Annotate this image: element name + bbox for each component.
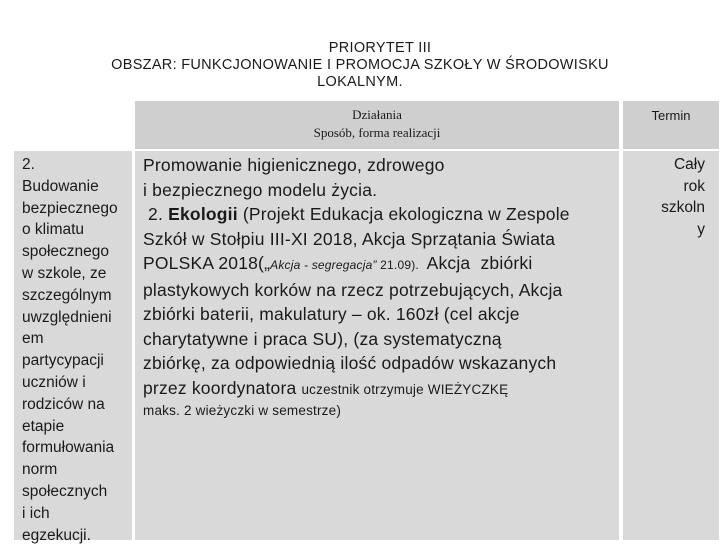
action-line: plastykowych korków na rzecz potrzebujących, Akcja [143, 279, 563, 300]
header-cell-empty [14, 101, 132, 149]
goal-line: etapie [22, 417, 65, 435]
goal-line: partycypacji [22, 352, 104, 370]
action-line: zbiórki baterii, makulatury – ok. 160zł (cel akcje [143, 304, 520, 324]
goal-line: formułowania [22, 439, 115, 457]
page-title-line-1: PRIORYTET III [328, 40, 432, 56]
goal-line: em [22, 330, 44, 348]
action-line: 2. Ekologii (Projekt Edukacja ekologiczna w Zespole [143, 204, 570, 224]
cell-goal [14, 151, 132, 544]
cell-actions [135, 151, 619, 540]
header-cell-actions [135, 101, 619, 149]
goal-line: 2. [22, 156, 35, 173]
header-deadline-label: Termin [651, 108, 691, 123]
goal-line: bezpiecznego [22, 199, 118, 217]
action-line: i bezpiecznego modelu życia. [143, 179, 378, 200]
cell-deadline [623, 151, 719, 540]
action-line: maks. 2 wieżyczki w semestrze) [143, 403, 342, 418]
goal-line: społecznego [22, 243, 110, 261]
goal-line: egzekucji. [22, 526, 91, 544]
deadline-line: y [697, 220, 705, 238]
header-cell-deadline [623, 101, 719, 149]
page-title-line-2: OBSZAR: FUNKCJONOWANIE I PROMOCJA SZKOŁY W ŚRODOWISKU [111, 57, 609, 73]
action-line: zbiórkę, za odpowiednią ilość odpadów wskazanych [143, 353, 557, 373]
deadline-line: Cały [673, 156, 705, 173]
goal-line: uwzględnieni [22, 308, 112, 326]
goal-line: uczniów i [22, 373, 86, 391]
ecology-bold: Ekologii [168, 204, 238, 224]
action-line: Promowanie higienicznego, zdrowego [143, 155, 445, 175]
deadline-line: rok [683, 177, 705, 195]
goal-line: w szkole, ze [22, 264, 107, 282]
action-line: POLSKA 2018(„Akcja - segregacja” 21.09). Akcja zbiórki [143, 253, 533, 273]
goal-line: o klimatu [22, 221, 85, 239]
goal-line: norm [22, 461, 58, 479]
header-method-label: Sposób, forma realizacji [313, 125, 441, 140]
header-actions-label: Działania [352, 107, 402, 122]
page-title-line-3: LOKALNYM. [317, 74, 403, 90]
action-line: Szkół w Stołpiu III-XI 2018, Akcja Sprzątania Świata [143, 228, 556, 249]
deadline-line: szkoln [661, 199, 705, 216]
goal-line: i ich [22, 504, 50, 522]
action-line: przez koordynatora uczestnik otrzymuje WIEŻYCZKĘ [143, 377, 509, 398]
action-line: charytatywne i praca SU), (za systematyczną [143, 328, 502, 349]
goal-line: szczególnym [22, 286, 112, 304]
goal-line: Budowanie [22, 177, 99, 195]
goal-line: społecznych [22, 482, 108, 500]
goal-line: rodziców na [22, 395, 105, 413]
